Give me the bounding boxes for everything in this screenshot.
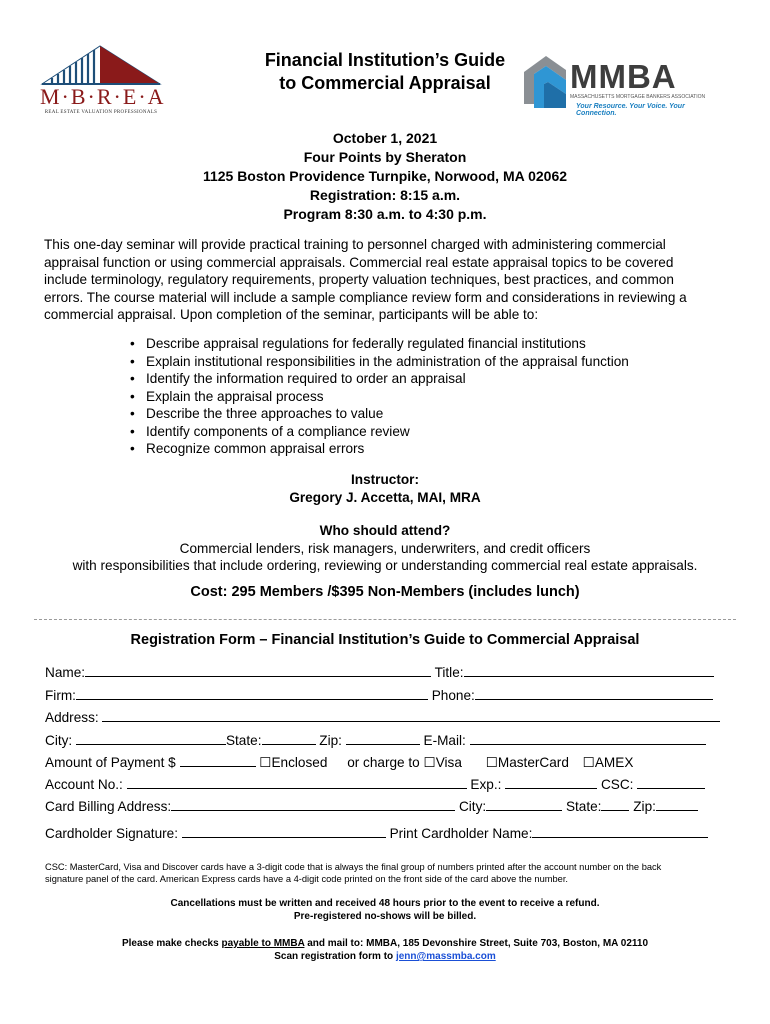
list-item: • Identify components of a compliance review xyxy=(128,423,629,441)
form-title: Registration Form – Financial Institution’s Guide to Commercial Appraisal xyxy=(130,632,640,648)
mmba-logo-text: MMBA xyxy=(570,58,677,95)
instructor-section xyxy=(0,471,770,506)
scan-line xyxy=(0,950,770,963)
title-field[interactable] xyxy=(464,664,714,677)
form-row-address xyxy=(45,709,725,726)
email-link[interactable]: jenn@massmba.com xyxy=(395,951,496,962)
title-line-1: Financial Institution’s Guide xyxy=(264,50,506,70)
address-field[interactable] xyxy=(102,709,720,722)
signature-field[interactable] xyxy=(182,825,386,838)
form-row-billing xyxy=(45,798,725,815)
enclosed-checkbox[interactable]: ☐ xyxy=(259,755,272,770)
print-name-field[interactable] xyxy=(532,825,708,838)
billing-state-label: State: xyxy=(565,799,602,814)
name-field[interactable] xyxy=(85,664,431,677)
enclosed-label: Enclosed xyxy=(271,755,328,770)
charge-label: or charge to xyxy=(347,755,420,770)
scan-text: Scan registration form to xyxy=(274,951,396,962)
amount-label: Amount of Payment $ xyxy=(45,755,176,770)
list-item: • Describe the three approaches to value xyxy=(128,405,629,423)
intro-line: This one-day seminar will provide practical training to personnel charged with administering commercial xyxy=(44,237,666,252)
checks-text-post: and mail to: MMBA, 185 Devonshire Street, Suite 703, Boston, MA 02110 xyxy=(304,938,649,949)
form-row-signature xyxy=(45,825,725,842)
list-item: • Explain institutional responsibilities in the administration of the appraisal function xyxy=(128,353,629,371)
form-row-payment xyxy=(45,754,725,771)
state-label: State: xyxy=(225,733,262,748)
checks-line xyxy=(0,937,770,950)
billing-zip-label: Zip: xyxy=(633,799,656,814)
list-item: • Explain the appraisal process xyxy=(128,388,629,406)
event-address: 1125 Boston Providence Turnpike, Norwood, MA 02062 xyxy=(202,168,568,184)
audience-line-2: with responsibilities that include ordering, reviewing or understanding commercial real estate appraisals. xyxy=(72,558,698,573)
mailing-instructions xyxy=(0,937,770,963)
intro-line: commercial appraisal. Upon completion of the seminar, participants will be able to: xyxy=(44,307,539,322)
mmba-logo-tagline: Your Resource. Your Voice. Your Connection. xyxy=(576,103,685,117)
phone-field[interactable] xyxy=(475,687,713,700)
billing-state-field[interactable] xyxy=(601,798,629,811)
event-date: October 1, 2021 xyxy=(332,130,438,146)
account-label: Account No.: xyxy=(45,777,123,792)
audience-section xyxy=(0,522,770,575)
city-label: City: xyxy=(45,733,73,748)
csc-note-line-1: CSC: MasterCard, Visa and Discover cards have a 3-digit code that is always the final group of numbers printed after the account number on the back xyxy=(45,862,662,872)
intro-paragraph xyxy=(44,236,724,324)
title-label: Title: xyxy=(434,665,464,680)
amount-field[interactable] xyxy=(180,754,256,767)
event-details xyxy=(0,129,770,224)
instructor-label: Instructor: xyxy=(351,472,419,487)
intro-line: include terminology, regulatory requirements, property valuation techniques, best practices, and common xyxy=(44,272,674,287)
exp-label: Exp.: xyxy=(470,777,502,792)
billing-label: Card Billing Address: xyxy=(45,799,172,814)
checks-text-pre: Please make checks xyxy=(121,938,222,949)
list-item: • Describe appraisal regulations for federally regulated financial institutions xyxy=(128,335,629,353)
instructor-name: Gregory J. Accetta, MAI, MRA xyxy=(289,489,481,505)
form-row-name xyxy=(45,664,725,681)
signature-label: Cardholder Signature: xyxy=(45,826,178,841)
visa-checkbox[interactable]: ☐ xyxy=(423,755,436,770)
billing-address-field[interactable] xyxy=(171,798,455,811)
page-title xyxy=(0,49,770,95)
objectives-list xyxy=(128,335,629,458)
billing-city-field[interactable] xyxy=(486,798,562,811)
event-venue: Four Points by Sheraton xyxy=(303,149,467,165)
exp-field[interactable] xyxy=(505,776,597,789)
name-label: Name: xyxy=(45,665,86,680)
cost-text: Cost: 295 Members /$395 Non-Members (includes lunch) xyxy=(190,584,580,600)
payable-to-text: payable to MMBA xyxy=(221,938,305,949)
account-field[interactable] xyxy=(127,776,467,789)
amex-checkbox[interactable]: ☐ xyxy=(582,755,595,770)
form-row-firm xyxy=(45,687,725,704)
city-field[interactable] xyxy=(76,732,226,745)
csc-field[interactable] xyxy=(637,776,705,789)
divider xyxy=(34,619,736,620)
visa-label: Visa xyxy=(435,755,462,770)
list-item: • Identify the information required to order an appraisal xyxy=(128,370,629,388)
firm-label: Firm: xyxy=(45,688,76,703)
title-line-2: to Commercial Appraisal xyxy=(279,73,491,93)
cancellation-policy xyxy=(0,897,770,923)
mbrea-logo-text: M·B·R·E·A xyxy=(40,84,166,109)
print-name-label: Print Cardholder Name: xyxy=(389,826,533,841)
email-label: E-Mail: xyxy=(423,733,466,748)
state-field[interactable] xyxy=(262,732,316,745)
mmba-logo-subtitle: MASSACHUSETTS MORTGAGE BANKERS ASSOCIATION xyxy=(570,94,706,100)
event-program-time: Program 8:30 a.m. to 4:30 p.m. xyxy=(283,206,487,222)
audience-heading: Who should attend? xyxy=(319,523,451,538)
amex-label: AMEX xyxy=(594,755,634,770)
audience-line-1: Commercial lenders, risk managers, underwriters, and credit officers xyxy=(179,540,591,556)
zip-field[interactable] xyxy=(346,732,420,745)
mbrea-logo-tagline: REAL ESTATE VALUATION PROFESSIONALS xyxy=(44,110,158,115)
csc-note xyxy=(45,861,725,885)
form-row-city xyxy=(45,732,725,749)
phone-label: Phone: xyxy=(431,688,475,703)
intro-line: errors. The course material will include a sample compliance review form and considerations in reviewing a xyxy=(44,289,687,305)
intro-line: appraisal function or using commercial appraisals. Commercial real estate appraisal topics to be covered xyxy=(44,254,674,270)
csc-label: CSC: xyxy=(600,777,634,792)
event-registration-time: Registration: 8:15 a.m. xyxy=(309,187,461,203)
billing-zip-field[interactable] xyxy=(656,798,698,811)
list-item: • Recognize common appraisal errors xyxy=(128,440,629,458)
firm-field[interactable] xyxy=(76,687,428,700)
mastercard-checkbox[interactable]: ☐ xyxy=(485,755,498,770)
cancellation-line-1: Cancellations must be written and received 48 hours prior to the event to receive a refund. xyxy=(170,898,600,909)
csc-note-line-2: signature panel of the card. American Express cards have a 4-digit code printed on the front side of the card above the number. xyxy=(45,874,569,884)
form-row-account xyxy=(45,776,725,793)
mastercard-label: MasterCard xyxy=(497,755,569,770)
zip-label: Zip: xyxy=(319,733,342,748)
cancellation-line-2: Pre-registered no-shows will be billed. xyxy=(293,911,477,922)
email-field[interactable] xyxy=(470,732,706,745)
billing-city-label: City: xyxy=(458,799,487,814)
address-label: Address: xyxy=(45,710,99,725)
